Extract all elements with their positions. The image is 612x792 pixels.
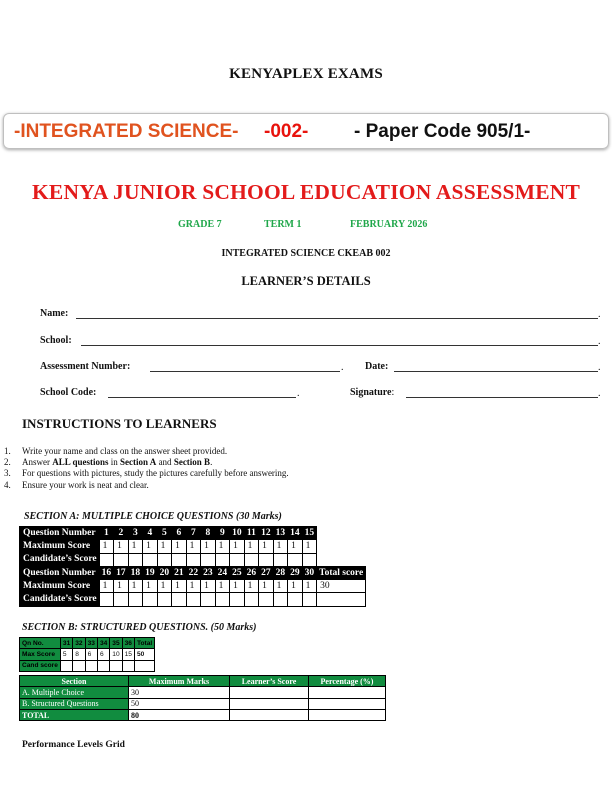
candidate-score-cell[interactable] <box>201 553 216 566</box>
summary-learner-score[interactable] <box>230 698 309 709</box>
candidate-score-cell[interactable] <box>99 593 114 606</box>
question-number: 22 <box>186 566 201 579</box>
max-score-cell: 1 <box>157 580 172 593</box>
max-score-cell: 1 <box>186 540 201 553</box>
candidate-score-label: Candidate’s Score <box>20 553 100 566</box>
max-score-cell: 5 <box>60 649 72 660</box>
question-number: 9 <box>215 527 230 540</box>
max-score-cell: 1 <box>244 540 259 553</box>
summary-section-label: A. Multiple Choice <box>20 687 129 698</box>
question-number: 6 <box>172 527 187 540</box>
max-score-cell: 1 <box>215 540 230 553</box>
line-end: . <box>598 388 601 399</box>
summary-table <box>19 675 386 721</box>
total-score-value: 30 <box>317 580 366 593</box>
candidate-total-cell[interactable] <box>317 593 366 606</box>
summary-header: Percentage (%) <box>309 676 386 687</box>
name-label: Name: <box>40 308 69 319</box>
instruction-item: 1. Write your name and class on the answer sheet provided. <box>4 446 228 456</box>
max-score-cell: 1 <box>230 580 245 593</box>
candidate-score-cell[interactable] <box>259 593 274 606</box>
question-number: 20 <box>157 566 172 579</box>
grade-label: GRADE 7 <box>178 219 222 230</box>
summary-percentage[interactable] <box>309 709 386 720</box>
candidate-score-cell[interactable] <box>99 553 114 566</box>
line-end: . <box>598 336 601 347</box>
max-score-label: Maximum Score <box>20 580 100 593</box>
date-label: Date: <box>365 361 389 372</box>
total-label: Total <box>134 638 154 649</box>
question-number: 25 <box>230 566 245 579</box>
candidate-score-cell[interactable] <box>85 660 97 671</box>
candidate-score-cell[interactable] <box>215 593 230 606</box>
assessment-number-label: Assessment Number: <box>40 361 131 372</box>
candidate-score-cell[interactable] <box>244 593 259 606</box>
max-score-label: Maximum Score <box>20 540 100 553</box>
instruction-item: 3. For questions with pictures, study the pictures carefully before answering. <box>4 468 289 479</box>
question-number: 29 <box>288 566 303 579</box>
max-score-cell: 1 <box>244 580 259 593</box>
candidate-score-cell[interactable] <box>186 553 201 566</box>
question-number: 2 <box>114 527 129 540</box>
question-number: 8 <box>201 527 216 540</box>
summary-header: Section <box>20 676 129 687</box>
question-number: 23 <box>201 566 216 579</box>
date-line[interactable] <box>394 371 598 372</box>
banner-subject: -INTEGRATED SCIENCE- <box>14 121 239 142</box>
summary-max-value: 50 <box>129 698 230 709</box>
max-score-cell: 1 <box>157 540 172 553</box>
candidate-score-label: Candidate’s Score <box>20 593 100 606</box>
question-number: 26 <box>244 566 259 579</box>
summary-learner-score[interactable] <box>230 687 309 698</box>
candidate-score-cell[interactable] <box>172 553 187 566</box>
banner-paper-code: - Paper Code 905/1- <box>354 121 531 142</box>
candidate-score-cell[interactable] <box>172 593 187 606</box>
max-score-cell: 1 <box>259 540 274 553</box>
candidate-score-cell[interactable] <box>244 553 259 566</box>
candidate-score-cell[interactable] <box>60 660 72 671</box>
question-number: 3 <box>128 527 143 540</box>
question-number: 5 <box>157 527 172 540</box>
candidate-score-cell[interactable] <box>128 553 143 566</box>
question-number: 1 <box>99 527 114 540</box>
signature-line[interactable] <box>406 397 598 398</box>
question-number: 24 <box>215 566 230 579</box>
question-number: 36 <box>122 638 134 649</box>
instructions-list <box>4 446 289 491</box>
max-score-cell: 10 <box>110 649 122 660</box>
school-code-line[interactable] <box>108 397 296 398</box>
candidate-score-cell[interactable] <box>273 553 288 566</box>
candidate-score-cell[interactable] <box>273 593 288 606</box>
exam-provider-title: KENYAPLEX EXAMS <box>229 66 383 82</box>
question-number: 34 <box>97 638 109 649</box>
question-number-label: Question Number <box>20 527 100 540</box>
max-score-cell: 1 <box>273 580 288 593</box>
max-score-cell: 1 <box>230 540 245 553</box>
subject-code: INTEGRATED SCIENCE CKEAB 002 <box>221 248 391 259</box>
max-score-cell: 1 <box>172 540 187 553</box>
question-number: 21 <box>172 566 187 579</box>
question-number: 18 <box>128 566 143 579</box>
signature-label: Signature: <box>350 387 395 398</box>
section-b-score-table <box>19 637 155 672</box>
max-score-cell: 15 <box>122 649 134 660</box>
candidate-score-cell[interactable] <box>128 593 143 606</box>
summary-header: Maximum Marks <box>129 676 230 687</box>
candidate-score-cell[interactable] <box>302 553 317 566</box>
candidate-score-cell[interactable] <box>143 593 158 606</box>
question-number: 19 <box>143 566 158 579</box>
candidate-score-cell[interactable] <box>143 553 158 566</box>
summary-header: Learner’s Score <box>230 676 309 687</box>
question-number-label: Question Number <box>20 566 100 579</box>
question-number: 13 <box>273 527 288 540</box>
max-score-label: Max Score <box>20 649 61 660</box>
name-line[interactable] <box>76 318 598 319</box>
candidate-score-cell[interactable] <box>122 660 134 671</box>
summary-section-label: B. Structured Questions <box>20 698 129 709</box>
qn-no-label: Qn No. <box>20 638 61 649</box>
candidate-score-cell[interactable] <box>288 593 303 606</box>
max-score-cell: 6 <box>85 649 97 660</box>
line-end: . <box>598 309 601 320</box>
max-score-cell: 1 <box>186 580 201 593</box>
max-score-cell: 1 <box>114 580 129 593</box>
max-score-cell: 1 <box>201 540 216 553</box>
assessment-title: KENYA JUNIOR SCHOOL EDUCATION ASSESSMENT <box>31 180 581 204</box>
learner-details-heading: LEARNER’S DETAILS <box>241 274 371 288</box>
question-number: 27 <box>259 566 274 579</box>
candidate-score-cell[interactable] <box>157 593 172 606</box>
assessment-number-line[interactable] <box>150 371 340 372</box>
school-line[interactable] <box>81 345 598 346</box>
section-a-heading: SECTION A: MULTIPLE CHOICE QUESTIONS (30 Marks) <box>24 511 282 522</box>
performance-grid-heading: Performance Levels Grid <box>22 740 125 750</box>
question-number: 11 <box>244 527 259 540</box>
max-score-cell: 1 <box>143 540 158 553</box>
max-score-cell: 1 <box>143 580 158 593</box>
candidate-score-cell[interactable] <box>157 553 172 566</box>
max-score-cell: 8 <box>73 649 85 660</box>
candidate-score-cell[interactable] <box>186 593 201 606</box>
cand-score-label: Cand score <box>20 660 61 671</box>
question-number: 10 <box>230 527 245 540</box>
candidate-score-cell[interactable] <box>230 593 245 606</box>
candidate-score-cell[interactable] <box>215 553 230 566</box>
max-score-cell: 1 <box>215 580 230 593</box>
instruction-item: 2. Answer ALL questions in Section A and Section B. <box>4 457 213 468</box>
section-a-score-table <box>19 526 366 607</box>
summary-section-label: TOTAL <box>20 709 129 720</box>
question-number: 28 <box>273 566 288 579</box>
candidate-score-cell[interactable] <box>114 553 129 566</box>
exam-date: FEBRUARY 2026 <box>350 219 428 230</box>
candidate-score-cell[interactable] <box>110 660 122 671</box>
question-number: 32 <box>73 638 85 649</box>
line-end: . <box>297 388 300 399</box>
instruction-item: 4. Ensure your work is neat and clear. <box>4 479 149 490</box>
term-label: TERM 1 <box>264 219 302 230</box>
school-code-label: School Code: <box>40 387 97 398</box>
banner-exam-code: -002- <box>264 121 309 142</box>
line-end: . <box>598 362 601 373</box>
instructions-heading: INSTRUCTIONS TO LEARNERS <box>22 416 217 431</box>
total-max-value: 50 <box>134 649 154 660</box>
question-number: 12 <box>259 527 274 540</box>
candidate-score-cell[interactable] <box>259 553 274 566</box>
max-score-cell: 1 <box>201 580 216 593</box>
max-score-cell: 1 <box>99 580 114 593</box>
max-score-cell: 1 <box>99 540 114 553</box>
max-score-cell: 1 <box>172 580 187 593</box>
summary-max-value: 80 <box>129 709 230 720</box>
max-score-cell: 1 <box>288 540 303 553</box>
max-score-cell: 1 <box>259 580 274 593</box>
summary-percentage[interactable] <box>309 687 386 698</box>
subject-banner <box>3 113 609 149</box>
candidate-score-cell[interactable] <box>302 593 317 606</box>
question-number: 33 <box>85 638 97 649</box>
summary-max-value: 30 <box>129 687 230 698</box>
max-score-cell: 1 <box>128 580 143 593</box>
candidate-total-cell[interactable] <box>134 660 154 671</box>
question-number: 4 <box>143 527 158 540</box>
school-label: School: <box>40 335 72 346</box>
question-number: 35 <box>110 638 122 649</box>
section-b-heading: SECTION B: STRUCTURED QUESTIONS. (50 Marks) <box>22 622 257 633</box>
line-end: . <box>341 362 344 373</box>
max-score-cell: 1 <box>302 540 317 553</box>
question-number: 30 <box>302 566 317 579</box>
max-score-cell: 1 <box>128 540 143 553</box>
summary-percentage[interactable] <box>309 698 386 709</box>
candidate-score-cell[interactable] <box>97 660 109 671</box>
max-score-cell: 1 <box>114 540 129 553</box>
candidate-score-cell[interactable] <box>288 553 303 566</box>
question-number: 7 <box>186 527 201 540</box>
max-score-cell: 1 <box>288 580 303 593</box>
question-number: 31 <box>60 638 72 649</box>
question-number: 15 <box>302 527 317 540</box>
summary-learner-score[interactable] <box>230 709 309 720</box>
candidate-score-cell[interactable] <box>73 660 85 671</box>
max-score-cell: 1 <box>273 540 288 553</box>
candidate-score-cell[interactable] <box>201 593 216 606</box>
candidate-score-cell[interactable] <box>230 553 245 566</box>
max-score-cell: 1 <box>302 580 317 593</box>
assessment-meta <box>0 219 612 233</box>
candidate-score-cell[interactable] <box>114 593 129 606</box>
question-number: 16 <box>99 566 114 579</box>
max-score-cell: 6 <box>97 649 109 660</box>
question-number: 17 <box>114 566 129 579</box>
total-score-label: Total score <box>317 566 366 579</box>
question-number: 14 <box>288 527 303 540</box>
